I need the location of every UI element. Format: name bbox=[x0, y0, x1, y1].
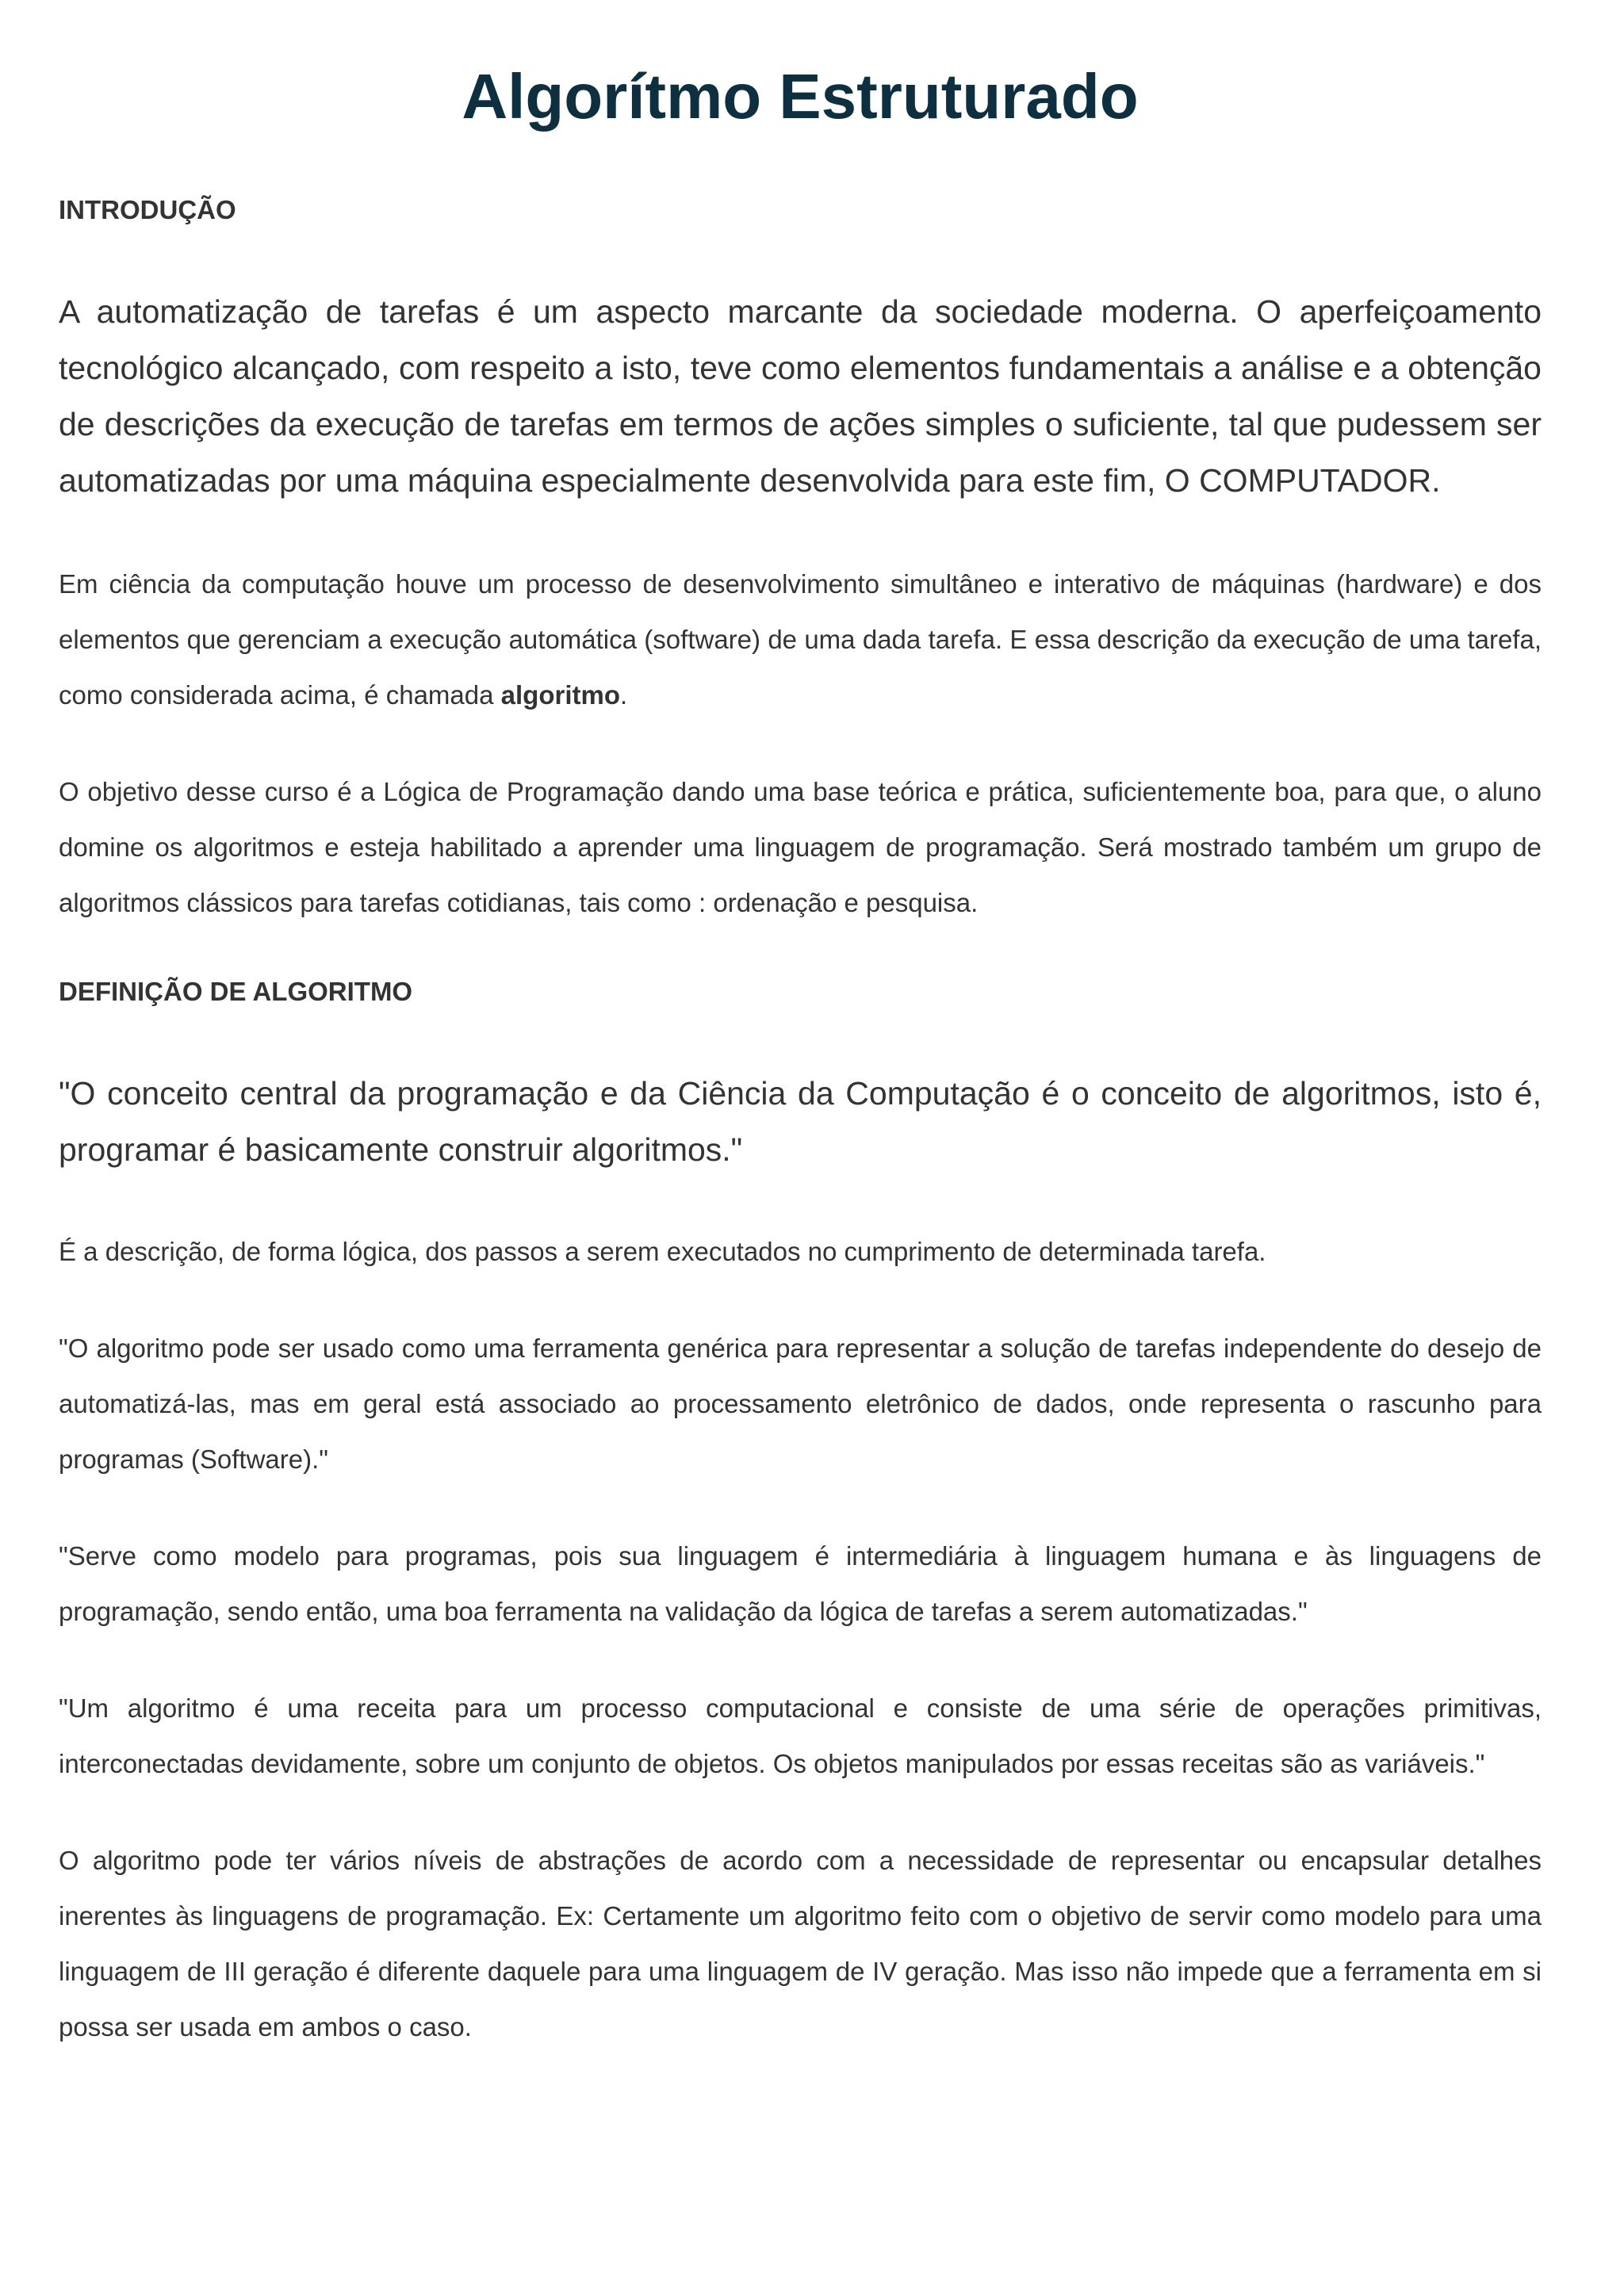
intro-paragraph-1 bbox=[59, 557, 1542, 723]
definition-paragraph-3: "Serve como modelo para programas, pois sua linguagem é intermediária à linguagem humana e às linguagens de programação, sendo então, uma boa ferramenta na validação da lógica de tarefas a serem automatizadas." bbox=[59, 1541, 1542, 1626]
definition-paragraph-1: É a descrição, de forma lógica, dos passos a serem executados no cumprimento de determinada tarefa. bbox=[59, 1237, 1266, 1266]
definition-paragraph-2: "O algoritmo pode ser usado como uma ferramenta genérica para representar a solução de tarefas independente do desejo de automatizá-las, mas em geral está associado ao processamento eletrônico de dados, onde representa o rascunho para programas (Software)." bbox=[59, 1334, 1542, 1474]
intro-lead-paragraph: A automatização de tarefas é um aspecto marcante da sociedade moderna. O aperfeiçoamento tecnológico alcançado, com respeito a isto, teve como elementos fundamentais a análise e a obtenção de descrições da execução de tarefas em termos de ações simples o suficiente, tal que pudessem ser automatizadas por uma máquina especialmente desenvolvida para este fim, O COMPUTADOR. bbox=[59, 293, 1542, 499]
definition-paragraph-4: "Um algoritmo é uma receita para um processo computacional e consiste de uma série de operações primitivas, interconectadas devidamente, sobre um conjunto de objetos. Os objetos manipulados por essas receitas são as variáveis." bbox=[59, 1693, 1542, 1778]
definition-lead-quote: "O conceito central da programação e da Ciência da Computação é o conceito de algoritmos, isto é, programar é basicamente construir algoritmos." bbox=[59, 1075, 1542, 1168]
page-title: Algorítmo Estruturado bbox=[462, 61, 1139, 132]
document-page bbox=[59, 0, 1542, 2055]
intro-paragraph-1-bold: algoritmo bbox=[500, 680, 620, 710]
intro-paragraph-1-text: Em ciência da computação houve um processo de desenvolvimento simultâneo e interativo de máquinas (hardware) e dos elementos que gerenciam a execução automática (software) de uma dada tarefa. E essa descrição da execução de uma tarefa, como considerada acima, é chamada bbox=[59, 569, 1542, 710]
intro-paragraph-2: O objetivo desse curso é a Lógica de Programação dando uma base teórica e prática, suficientemente boa, para que, o aluno domine os algoritmos e esteja habilitado a aprender uma linguagem de programação. Será mostrado também um grupo de algoritmos clássicos para tarefas cotidianas, tais como : ordenação e pesquisa. bbox=[59, 777, 1542, 917]
definition-paragraph-5: O algoritmo pode ter vários níveis de abstrações de acordo com a necessidade de representar ou encapsular detalhes inerentes às linguagens de programação. Ex: Certamente um algoritmo feito com o objetivo de servir como modelo para uma linguagem de III geração é diferente daquele para uma linguagem de IV geração. Mas isso não impede que a ferramenta em si possa ser usada em ambos o caso. bbox=[59, 1846, 1542, 2042]
section-heading-introducao: INTRODUÇÃO bbox=[59, 195, 236, 224]
intro-paragraph-1-end: . bbox=[619, 680, 628, 710]
section-heading-definicao: DEFINIÇÃO DE ALGORITMO bbox=[59, 977, 413, 1006]
